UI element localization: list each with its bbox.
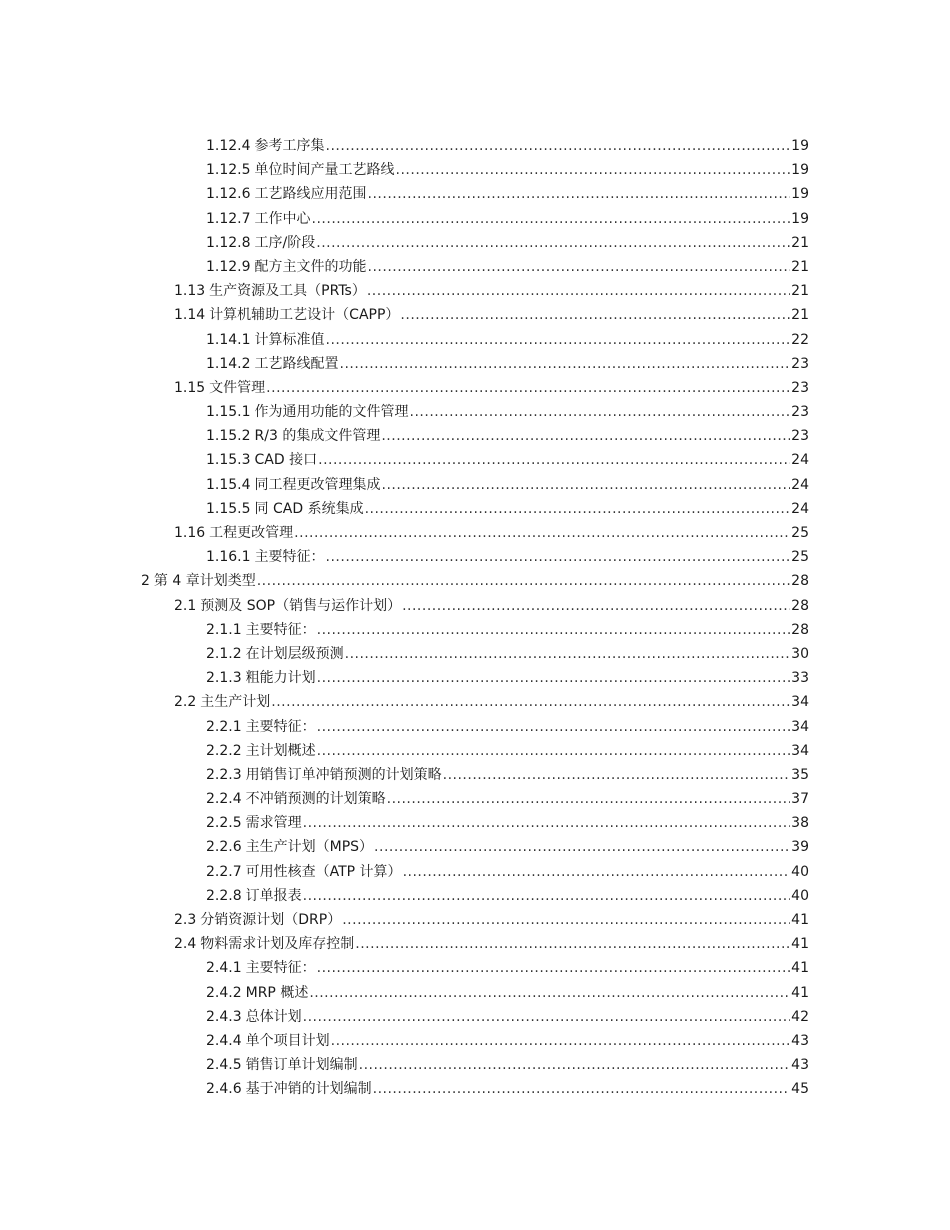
toc-dot-leader xyxy=(368,255,791,279)
toc-entry[interactable] xyxy=(0,255,950,279)
toc-entry-title: 可用性核查（ATP 计算） xyxy=(245,863,402,880)
toc-entry-number: 1.14.1 xyxy=(206,331,251,348)
toc-dot-leader xyxy=(303,884,791,908)
toc-entry-page-number: 33 xyxy=(791,670,809,687)
toc-entry-number: 2.2.2 xyxy=(206,742,242,759)
toc-entry-title: CAD 接口 xyxy=(254,452,318,469)
toc-entry-page-number: 43 xyxy=(791,1032,809,1049)
toc-entry[interactable] xyxy=(0,400,950,424)
toc-dot-leader xyxy=(410,400,791,424)
toc-entry-page-number: 41 xyxy=(791,936,809,953)
toc-entry-page-number: 25 xyxy=(791,525,809,541)
toc-entry-title: 工艺路线应用范围 xyxy=(254,186,367,203)
toc-dot-leader xyxy=(381,424,790,448)
toc-entry[interactable] xyxy=(0,182,950,206)
toc-dot-leader xyxy=(355,932,790,956)
toc-entry-number: 2.4.6 xyxy=(206,1081,242,1098)
toc-entry[interactable] xyxy=(0,932,950,956)
toc-entry[interactable] xyxy=(0,787,950,811)
toc-entry-title: 文件管理 xyxy=(209,379,266,396)
toc-entry-title: 主计划概述 xyxy=(245,742,316,759)
toc-entry-title: 预测及 SOP（销售与运作计划） xyxy=(200,597,402,614)
toc-dot-leader xyxy=(312,207,791,231)
toc-entry-number: 2.4.4 xyxy=(206,1032,242,1049)
toc-entry-title: 订单报表 xyxy=(245,887,302,904)
toc-entry[interactable] xyxy=(0,835,950,859)
toc-entry[interactable] xyxy=(0,763,950,787)
toc-entry[interactable] xyxy=(0,642,950,666)
toc-entry-number: 1.15.4 xyxy=(206,476,251,493)
toc-entry-page-number: 37 xyxy=(791,791,809,808)
toc-entry-title: 单个项目计划 xyxy=(245,1032,330,1049)
toc-dot-leader xyxy=(345,642,791,666)
toc-dot-leader xyxy=(396,158,791,182)
toc-entry[interactable] xyxy=(0,303,950,327)
toc-entry-page-number: 30 xyxy=(791,645,809,662)
toc-dot-leader xyxy=(326,134,791,158)
toc-dot-leader xyxy=(317,956,791,980)
toc-entry-title: 配方主文件的功能 xyxy=(254,258,367,275)
toc-entry[interactable] xyxy=(0,981,950,1005)
toc-entry[interactable] xyxy=(0,158,950,182)
toc-entry-number: 2.2.4 xyxy=(206,791,242,808)
toc-entry-number: 1.14.2 xyxy=(206,355,251,372)
toc-dot-leader xyxy=(266,376,790,400)
toc-entry[interactable] xyxy=(0,715,950,739)
toc-entry-page-number: 23 xyxy=(791,355,809,372)
toc-entry-page-number: 19 xyxy=(791,210,809,227)
toc-entry-page-number: 39 xyxy=(791,839,809,856)
toc-entry-title: 物料需求计划及库存控制 xyxy=(200,936,355,953)
toc-entry[interactable] xyxy=(0,207,950,231)
toc-entry-title: 销售订单计划编制 xyxy=(245,1057,358,1074)
toc-entry-number: 2.3 xyxy=(174,912,197,928)
toc-entry-page-number: 40 xyxy=(791,863,809,880)
toc-entry-title: 用销售订单冲销预测的计划策略 xyxy=(245,766,442,783)
table-of-contents xyxy=(0,134,950,1102)
toc-entry-number: 2.1.3 xyxy=(206,670,242,687)
toc-entry-page-number: 28 xyxy=(791,573,809,590)
toc-entry-title: 主生产计划（MPS） xyxy=(245,839,374,856)
toc-entry-number: 2 xyxy=(141,573,150,590)
toc-dot-leader xyxy=(359,1053,791,1077)
toc-entry-number: 2.4 xyxy=(174,936,197,953)
toc-entry[interactable] xyxy=(0,279,950,303)
toc-entry-number: 1.13 xyxy=(174,283,206,300)
toc-entry-page-number: 19 xyxy=(791,162,809,179)
toc-entry-title: 不冲销预测的计划策略 xyxy=(245,791,386,808)
toc-dot-leader xyxy=(368,182,791,206)
toc-entry[interactable] xyxy=(0,545,950,569)
toc-dot-leader xyxy=(257,569,790,593)
toc-entry-page-number: 21 xyxy=(791,234,809,251)
toc-entry-number: 2.1 xyxy=(174,597,197,614)
toc-entry-title: 同工程更改管理集成 xyxy=(254,476,381,493)
toc-entry-number: 2.2 xyxy=(174,694,197,711)
toc-dot-leader xyxy=(294,521,790,545)
toc-entry-title: 在计划层级预测 xyxy=(245,645,344,662)
toc-entry-title: 作为通用功能的文件管理 xyxy=(254,404,409,421)
toc-entry-title: 主要特征： xyxy=(245,960,316,977)
toc-entry-number: 2.2.8 xyxy=(206,887,242,904)
toc-entry[interactable] xyxy=(0,497,950,521)
toc-entry[interactable] xyxy=(0,1053,950,1077)
toc-entry-title: 单位时间产量工艺路线 xyxy=(254,162,395,179)
toc-entry-title: 主生产计划 xyxy=(200,694,271,711)
toc-entry[interactable] xyxy=(0,618,950,642)
toc-entry[interactable] xyxy=(0,473,950,497)
toc-entry-title: 总体计划 xyxy=(245,1008,302,1025)
toc-entry-number: 2.2.3 xyxy=(206,766,242,783)
toc-entry-number: 1.15.2 xyxy=(206,428,251,445)
toc-entry-title: R/3 的集成文件管理 xyxy=(254,428,381,445)
toc-entry-number: 2.2.5 xyxy=(206,815,242,832)
toc-dot-leader xyxy=(317,666,791,690)
toc-entry-number: 2.2.7 xyxy=(206,863,242,880)
toc-entry-title: 计算机辅助工艺设计（CAPP） xyxy=(209,307,400,324)
toc-entry-page-number: 23 xyxy=(791,379,809,396)
toc-entry-title: 需求管理 xyxy=(245,815,302,832)
toc-dot-leader xyxy=(365,497,791,521)
toc-dot-leader xyxy=(373,1077,791,1101)
toc-entry-number: 1.15.1 xyxy=(206,404,251,421)
toc-entry-number: 1.15.5 xyxy=(206,500,251,517)
toc-entry-page-number: 38 xyxy=(791,815,809,832)
toc-entry-title: MRP 概述 xyxy=(245,984,309,1001)
toc-entry[interactable] xyxy=(0,690,950,714)
toc-entry-title: 同 CAD 系统集成 xyxy=(254,500,364,517)
toc-entry[interactable] xyxy=(0,1005,950,1029)
toc-entry-page-number: 21 xyxy=(791,307,809,324)
toc-dot-leader xyxy=(317,739,791,763)
toc-entry[interactable] xyxy=(0,424,950,448)
toc-entry-page-number: 22 xyxy=(791,331,809,348)
toc-dot-leader xyxy=(342,908,790,932)
toc-entry-number: 1.12.9 xyxy=(206,258,251,275)
toc-dot-leader xyxy=(326,328,791,352)
toc-entry[interactable] xyxy=(0,860,950,884)
toc-entry-number: 1.15.3 xyxy=(206,452,251,469)
toc-entry-page-number: 23 xyxy=(791,404,809,421)
toc-entry-number: 1.12.7 xyxy=(206,210,251,227)
toc-dot-leader xyxy=(318,448,790,472)
toc-entry[interactable] xyxy=(0,231,950,255)
toc-entry-page-number: 28 xyxy=(791,621,809,638)
toc-entry[interactable] xyxy=(0,666,950,690)
toc-entry[interactable] xyxy=(0,594,950,618)
toc-entry[interactable] xyxy=(0,811,950,835)
toc-entry-page-number: 23 xyxy=(791,428,809,445)
toc-entry-title: 基于冲销的计划编制 xyxy=(245,1081,372,1098)
toc-entry-title: 工作中心 xyxy=(254,210,311,227)
toc-entry[interactable] xyxy=(0,448,950,472)
toc-entry[interactable] xyxy=(0,352,950,376)
toc-entry-title: 生产资源及工具（PRTs） xyxy=(209,283,366,300)
toc-entry-number: 1.12.4 xyxy=(206,138,251,154)
toc-entry-title: 粗能力计划 xyxy=(245,670,316,687)
toc-entry-number: 1.16.1 xyxy=(206,549,251,566)
toc-entry-number: 1.12.5 xyxy=(206,162,251,179)
toc-entry[interactable] xyxy=(0,956,950,980)
toc-dot-leader xyxy=(303,1005,791,1029)
toc-entry-page-number: 40 xyxy=(791,887,809,904)
toc-entry-title: 工程更改管理 xyxy=(209,525,294,541)
toc-entry-page-number: 42 xyxy=(791,1008,809,1025)
toc-entry[interactable] xyxy=(0,884,950,908)
toc-entry-number: 2.1.1 xyxy=(206,621,242,638)
toc-dot-leader xyxy=(316,231,790,255)
toc-entry[interactable] xyxy=(0,376,950,400)
toc-entry-number: 2.4.3 xyxy=(206,1008,242,1025)
toc-entry-title: 计算标准值 xyxy=(254,331,325,348)
toc-entry-page-number: 41 xyxy=(791,984,809,1001)
toc-entry[interactable] xyxy=(0,328,950,352)
toc-entry[interactable] xyxy=(0,521,950,545)
toc-entry-title: 主要特征： xyxy=(254,549,325,566)
toc-entry-title: 主要特征： xyxy=(245,718,316,735)
toc-dot-leader xyxy=(367,279,790,303)
toc-dot-leader xyxy=(326,545,791,569)
toc-entry-page-number: 24 xyxy=(791,476,809,493)
toc-entry-title: 分销资源计划（DRP） xyxy=(200,912,342,928)
toc-entry-number: 2.4.2 xyxy=(206,984,242,1001)
toc-dot-leader xyxy=(309,981,790,1005)
toc-dot-leader xyxy=(403,860,791,884)
toc-entry-number: 1.14 xyxy=(174,307,206,324)
toc-entry[interactable] xyxy=(0,739,950,763)
toc-dot-leader xyxy=(402,594,790,618)
toc-entry-number: 2.4.5 xyxy=(206,1057,242,1074)
toc-entry-number: 1.16 xyxy=(174,525,206,541)
toc-entry-page-number: 35 xyxy=(791,766,809,783)
toc-dot-leader xyxy=(374,835,790,859)
toc-entry-number: 1.15 xyxy=(174,379,206,396)
toc-dot-leader xyxy=(331,1029,791,1053)
toc-dot-leader xyxy=(317,715,791,739)
toc-dot-leader xyxy=(382,473,791,497)
toc-dot-leader xyxy=(303,811,791,835)
toc-entry-page-number: 21 xyxy=(791,283,809,300)
toc-entry[interactable] xyxy=(0,1029,950,1053)
toc-entry-page-number: 24 xyxy=(791,452,809,469)
toc-entry-title: 工序/阶段 xyxy=(254,234,316,251)
toc-dot-leader xyxy=(271,690,790,714)
toc-dot-leader xyxy=(387,787,791,811)
toc-entry-page-number: 34 xyxy=(791,742,809,759)
toc-entry-page-number: 19 xyxy=(791,138,809,154)
toc-entry-number: 2.2.1 xyxy=(206,718,242,735)
toc-entry-page-number: 28 xyxy=(791,597,809,614)
toc-dot-leader xyxy=(317,618,791,642)
toc-entry-number: 1.12.8 xyxy=(206,234,251,251)
toc-entry-number: 2.1.2 xyxy=(206,645,242,662)
toc-entry-number: 2.4.1 xyxy=(206,960,242,977)
toc-entry-title: 参考工序集 xyxy=(254,138,325,154)
toc-entry-page-number: 19 xyxy=(791,186,809,203)
toc-dot-leader xyxy=(340,352,791,376)
toc-dot-leader xyxy=(400,303,790,327)
toc-entry-page-number: 24 xyxy=(791,500,809,517)
toc-entry-title: 第 4 章计划类型 xyxy=(153,573,256,590)
toc-entry[interactable] xyxy=(0,908,950,932)
toc-entry-number: 2.2.6 xyxy=(206,839,242,856)
toc-entry-page-number: 34 xyxy=(791,694,809,711)
toc-entry[interactable] xyxy=(0,1077,950,1101)
toc-entry-number: 1.12.6 xyxy=(206,186,251,203)
toc-entry-title: 主要特征： xyxy=(245,621,316,638)
toc-entry-page-number: 41 xyxy=(791,960,809,977)
toc-entry-page-number: 41 xyxy=(791,912,809,928)
toc-entry-page-number: 21 xyxy=(791,258,809,275)
toc-entry-page-number: 34 xyxy=(791,718,809,735)
toc-entry-page-number: 45 xyxy=(791,1081,809,1098)
toc-entry-page-number: 43 xyxy=(791,1057,809,1074)
toc-entry[interactable] xyxy=(0,569,950,593)
toc-entry-title: 工艺路线配置 xyxy=(254,355,339,372)
toc-entry-page-number: 25 xyxy=(791,549,809,566)
toc-entry[interactable] xyxy=(0,134,950,158)
toc-dot-leader xyxy=(443,763,791,787)
